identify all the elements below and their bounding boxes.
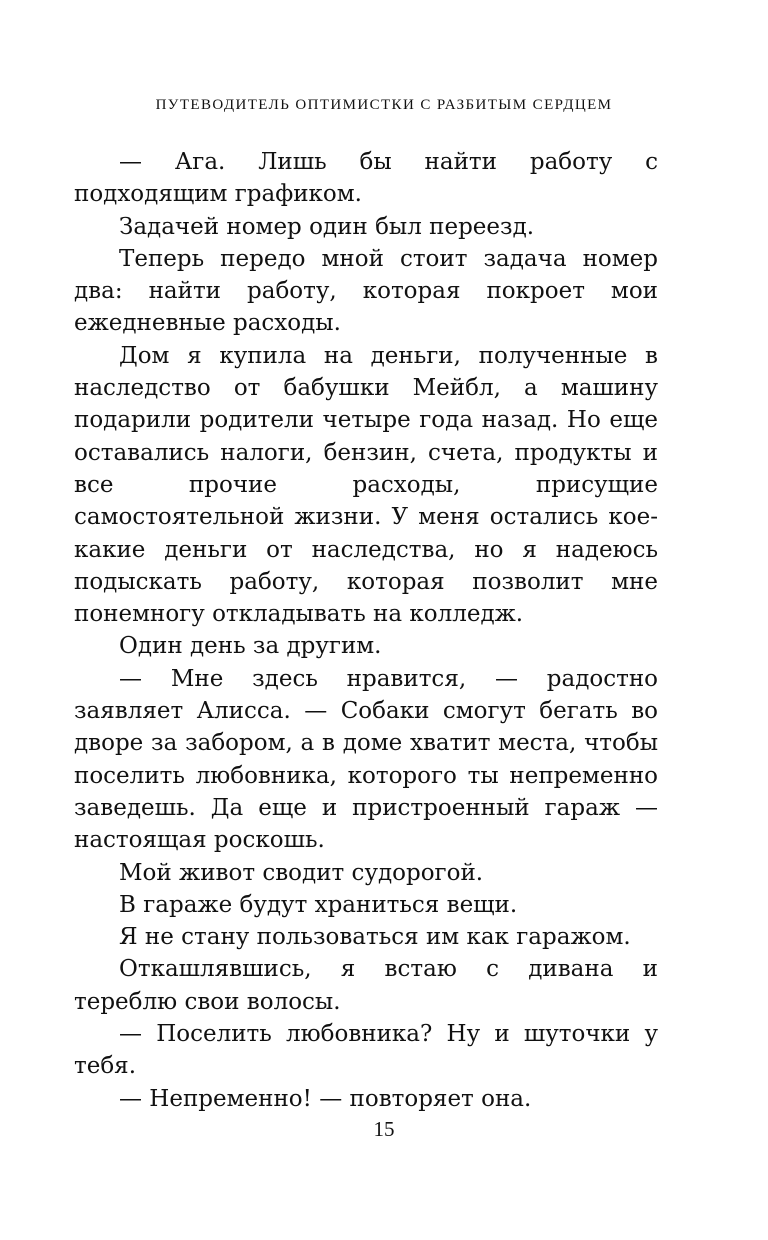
page-number: 15 xyxy=(373,1117,395,1141)
paragraph: Я не стану пользоваться им как гаражом. xyxy=(119,924,631,951)
paragraph: Мой живот сводит судорогой. xyxy=(119,859,484,886)
paragraph: Откашлявшись, я встаю с дивана и тереблю свои волосы. xyxy=(74,956,658,1015)
paragraph: Задачей номер один был переезд. xyxy=(119,213,535,240)
paragraph: — Поселить любовника? Ну и шуточки у тебя. xyxy=(74,1021,658,1080)
paragraph: — Ага. Лишь бы найти работу с подходящим графиком. xyxy=(74,149,658,208)
body-text xyxy=(74,146,658,1115)
paragraph: — Непременно! — повторяет она. xyxy=(119,1085,532,1112)
paragraph: Теперь передо мной стоит задача номер два: найти работу, которая покроет мои ежедневные расходы. xyxy=(74,245,658,337)
paragraph: Один день за другим. xyxy=(119,633,382,660)
running-header: ПУТЕВОДИТЕЛЬ ОПТИМИСТКИ С РАЗБИТЫМ СЕРДЦЕМ xyxy=(155,97,613,113)
paragraph: — Мне здесь нравится, — радостно заявляет Алисса. — Собаки смогут бегать во дворе за забором, а в доме хватит места, чтобы поселить любовника, которого ты непременно заведешь. Да еще и пристроенный гараж — настоящая роскошь. xyxy=(74,665,658,854)
paragraph: Дом я купила на деньги, полученные в наследство от бабушки Мейбл, а машину подарили родители четыре года назад. Но еще оставались налоги, бензин, счета, продукты и все прочие расходы, присущие самостоятельной жизни. У меня остались кое-какие деньги от наследства, но я надеюсь подыскать работу, которая позволит мне понемногу откладывать на колледж. xyxy=(74,342,658,628)
paragraph: В гараже будут храниться вещи. xyxy=(119,891,518,918)
